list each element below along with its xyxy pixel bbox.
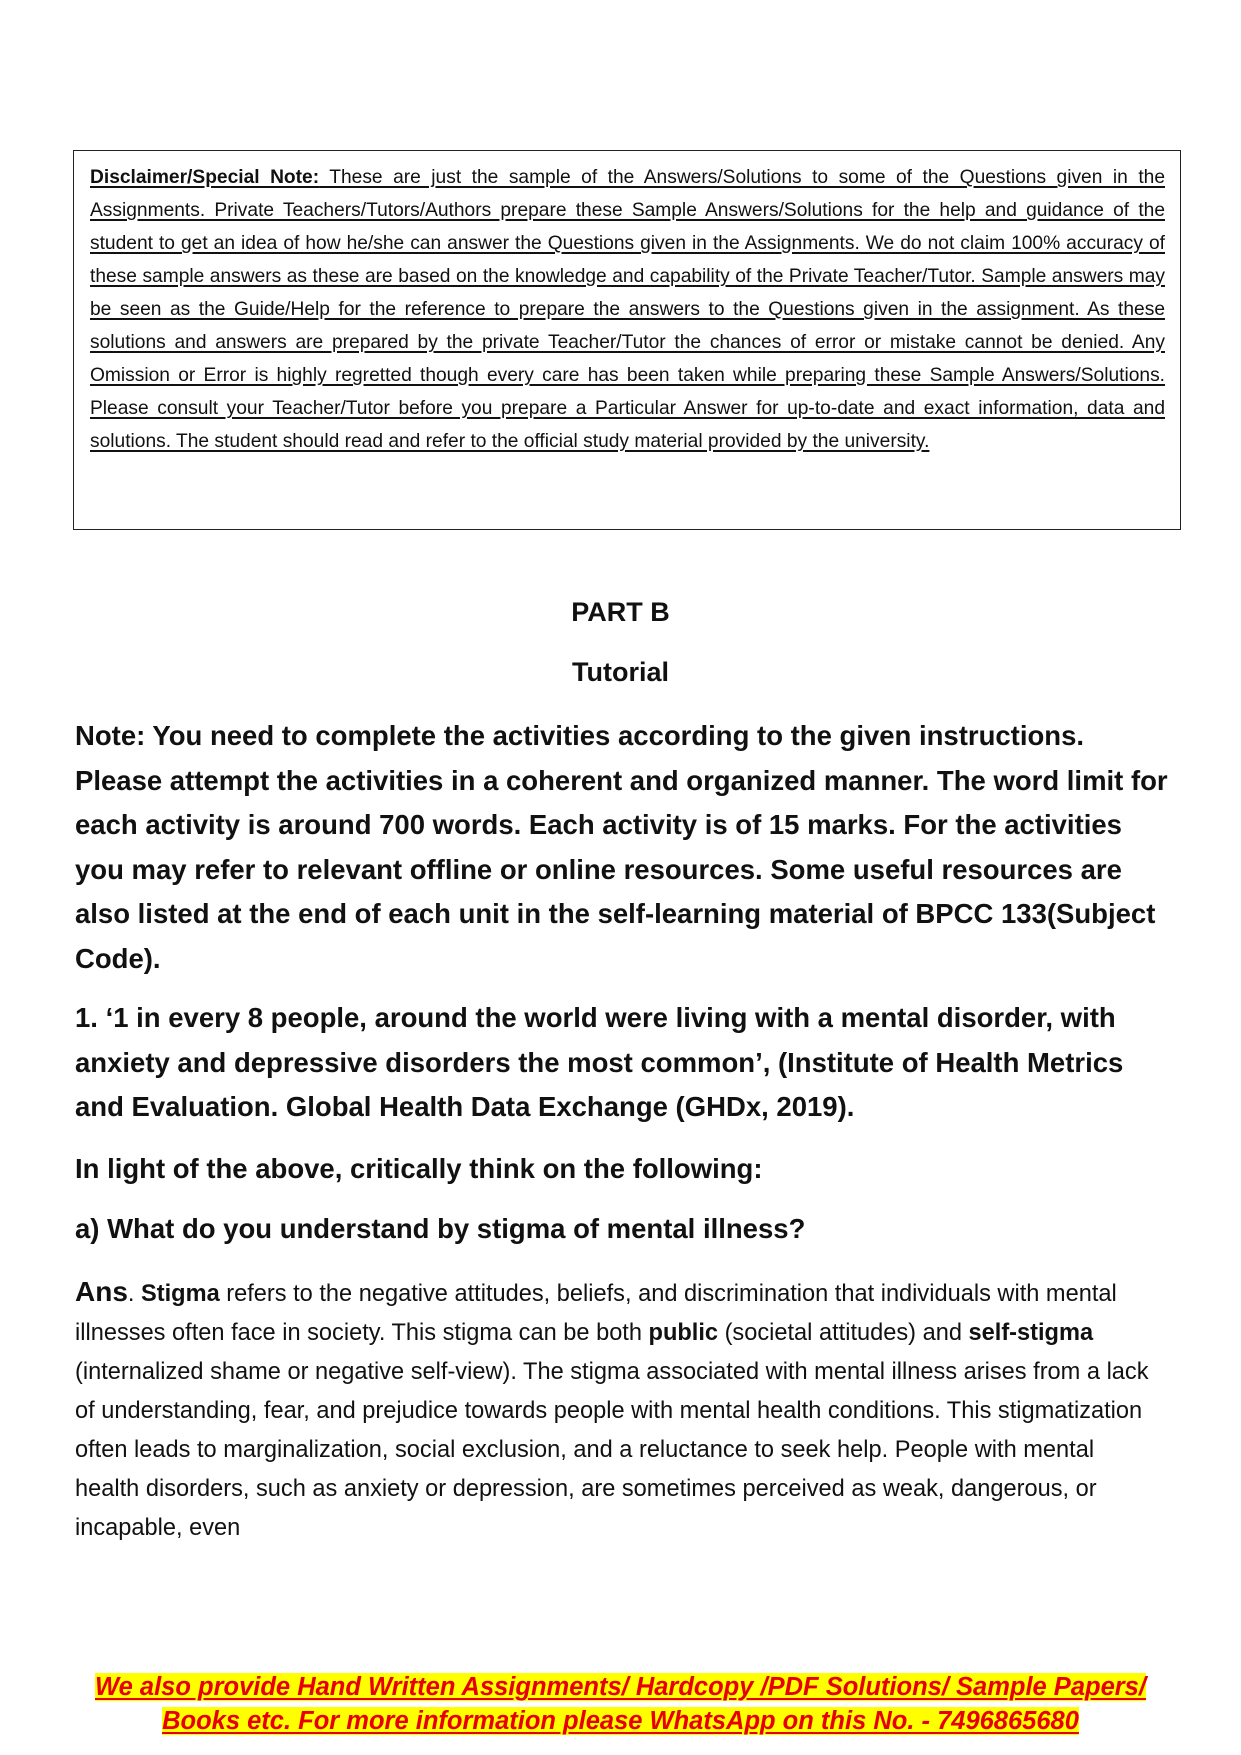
part-heading: PART B bbox=[571, 597, 670, 627]
section-heading: Tutorial bbox=[572, 657, 669, 687]
promo-line-1: We also provide Hand Written Assignments/ Hardcopy /PDF Solutions/ Sample Papers/ bbox=[95, 1673, 1146, 1701]
answer-text-1: refers to the negative attitudes, beliefs, and discrimination that individuals with mental illnesses often face in society. This stigma can be both bbox=[75, 1281, 1117, 1346]
question-1a: a) What do you understand by stigma of mental illness? bbox=[75, 1213, 806, 1244]
disclaimer-text bbox=[90, 161, 1165, 458]
answer-paragraph bbox=[75, 1272, 1155, 1548]
answer-text-2: (societal attitudes) and bbox=[718, 1320, 969, 1346]
question-instruction: In light of the above, critically think on the following: bbox=[75, 1153, 763, 1184]
instructions-note: Note: You need to complete the activities according to the given instructions. Please attempt the activities in a coherent and organized manner. The word limit for each activity is around 700 words. Each activity is of 15 marks. For the activities you may refer to relevant offline or online resources. Some useful resources are also listed at the end of each unit in the self-learning material of BPCC 133(Subject Code). bbox=[75, 720, 1168, 974]
disclaimer-body: These are just the sample of the Answers/Solutions to some of the Questions given in the Assignments. Private Teachers/Tutors/Authors prepare these Sample Answers/Solutions for the help and guidance of the student to get an idea of how he/she can answer the Questions given in the Assignments. We do not claim 100% accuracy of these sample answers as these are based on the knowledge and capability of the Private Teacher/Tutor. Sample answers may be seen as the Guide/Help for the reference to prepare the answers to the Questions given in the assignment. As these solutions and answers are prepared by the private Teacher/Tutor the chances of error or mistake cannot be denied. Any Omission or Error is highly regretted though every care has been taken while preparing these Sample Answers/Solutions. Please consult your Teacher/Tutor before you prepare a Particular Answer for up-to-date and exact information, data and solutions. The student should read and refer to the official study material provided by the university. bbox=[90, 167, 1165, 452]
promo-line-2: Books etc. For more information please WhatsApp on this No. - 7496865680 bbox=[162, 1707, 1079, 1735]
promo-footer bbox=[0, 1670, 1241, 1738]
answer-sep: . bbox=[127, 1281, 142, 1307]
disclaimer-box bbox=[73, 150, 1181, 530]
term-public: public bbox=[648, 1320, 719, 1346]
question-1: 1. ‘1 in every 8 people, around the world were living with a mental disorder, with anxiety and depressive disorders the most common’, (Institute of Health Metrics and Evaluation. Global Health Data Exchange (GHDx, 2019). bbox=[75, 1002, 1124, 1122]
term-self-stigma: self-stigma bbox=[968, 1320, 1094, 1346]
term-stigma: Stigma bbox=[141, 1281, 220, 1307]
answer-label: Ans bbox=[75, 1276, 128, 1307]
disclaimer-lead: Disclaimer/Special Note: bbox=[90, 167, 320, 188]
answer-text-3: (internalized shame or negative self-view). The stigma associated with mental illness arises from a lack of understanding, fear, and prejudice towards people with mental health conditions. This stigmatization often leads to marginalization, social exclusion, and a reluctance to seek help. People with mental health disorders, such as anxiety or depression, are sometimes perceived as weak, dangerous, or incapable, even bbox=[75, 1359, 1149, 1541]
